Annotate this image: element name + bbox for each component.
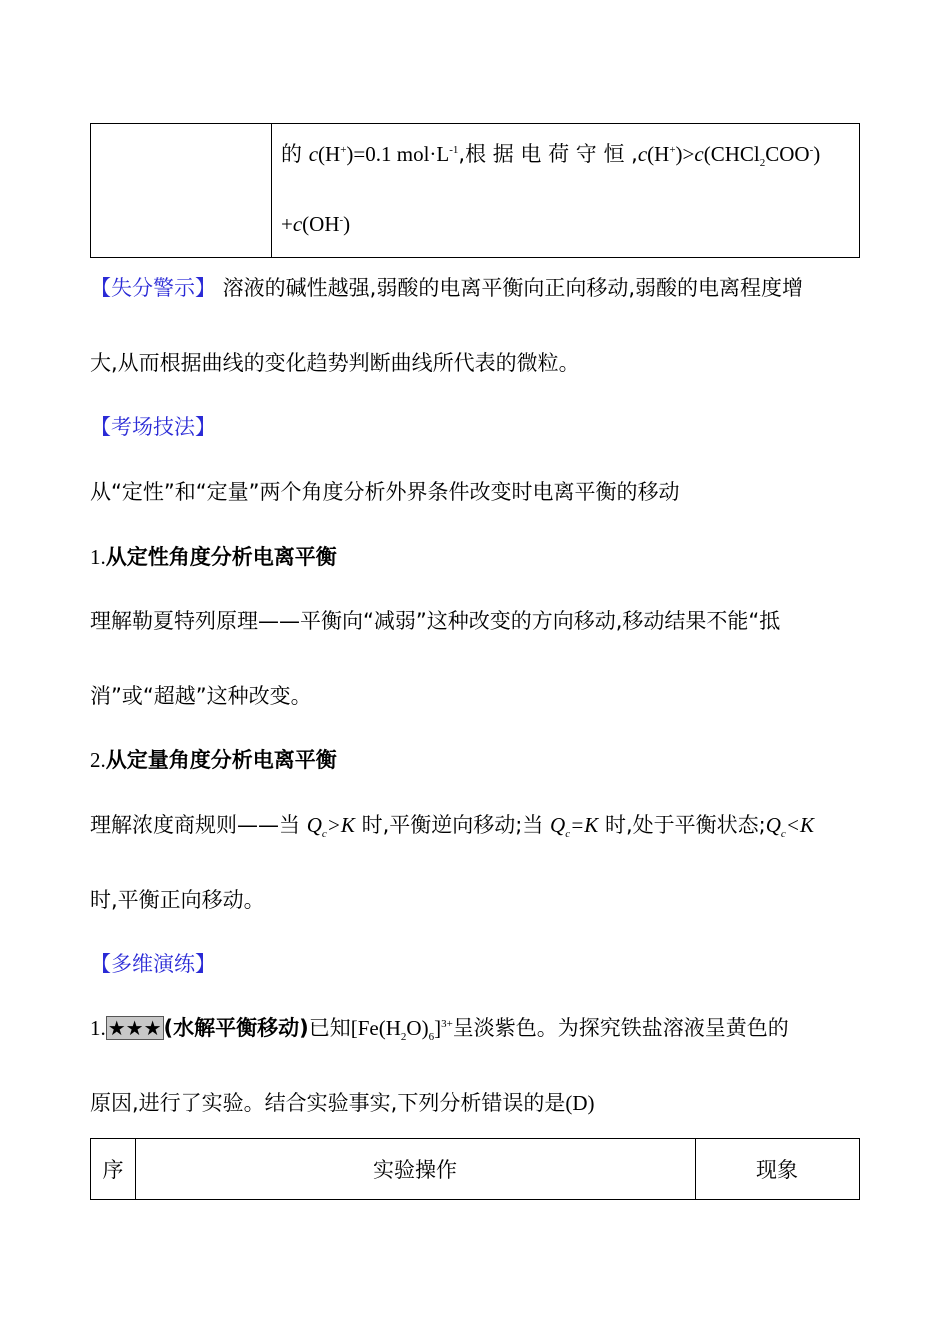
question-1-line-1: 1. ★★★(水解平衡移动)已知$[Fe(H_2O)_6]^{3+}$呈淡紫色。为探究铁盐溶液呈黄色的 <box>90 1016 789 1044</box>
section-1-heading: 1.从定性角度分析电离平衡 <box>90 545 337 569</box>
section-2-text-1: 理解浓度商规则——当 $Q_c>K$ 时,平衡逆向移动;当 $Q_c=K$ 时,处于平衡状态$;Q_c<K$ <box>90 813 814 841</box>
column-header-index: 序 <box>102 1158 124 1182</box>
table-divider <box>271 124 272 257</box>
top-table <box>90 123 860 258</box>
difficulty-stars-icon: ★★★ <box>107 1016 162 1040</box>
section-2-text-2: 时,平衡正向移动。 <box>90 888 265 912</box>
practice-label: 【多维演练】 <box>90 952 216 976</box>
question-1-line-2: 原因,进行了实验。结合实验事实,下列分析错误的是(D) <box>90 1091 595 1115</box>
section-1-text-2: 消”或“超越”这种改变。 <box>90 684 312 708</box>
table-cell-line-1: 的 c(H+)=0.1 $mol\cdot L^{-1}$,根 据 电 荷 守 恒 ,c(H+)>c(CHCl$_2$COO-) <box>281 142 821 170</box>
column-header-operation: 实验操作 <box>373 1158 457 1182</box>
intro-text: 从“定性”和“定量”两个角度分析外界条件改变时电离平衡的移动 <box>90 480 680 504</box>
tips-label: 【考场技法】 <box>90 415 216 439</box>
warning-label: 【失分警示】 <box>90 276 216 300</box>
section-1-text-1: 理解勒夏特列原理——平衡向“减弱”这种改变的方向移动,移动结果不能“抵 <box>90 609 781 633</box>
table-cell-line-2: +c(OH-) <box>281 212 351 236</box>
warning-line-1: 【失分警示】 溶液的碱性越强,弱酸的电离平衡向正向移动,弱酸的电离程度增 <box>90 276 804 300</box>
section-2-heading: 2.从定量角度分析电离平衡 <box>90 748 337 772</box>
experiment-table <box>90 1138 860 1200</box>
column-header-phenomenon: 现象 <box>756 1158 798 1182</box>
warning-line-2: 大,从而根据曲线的变化趋势判断曲线所代表的微粒。 <box>90 351 580 375</box>
